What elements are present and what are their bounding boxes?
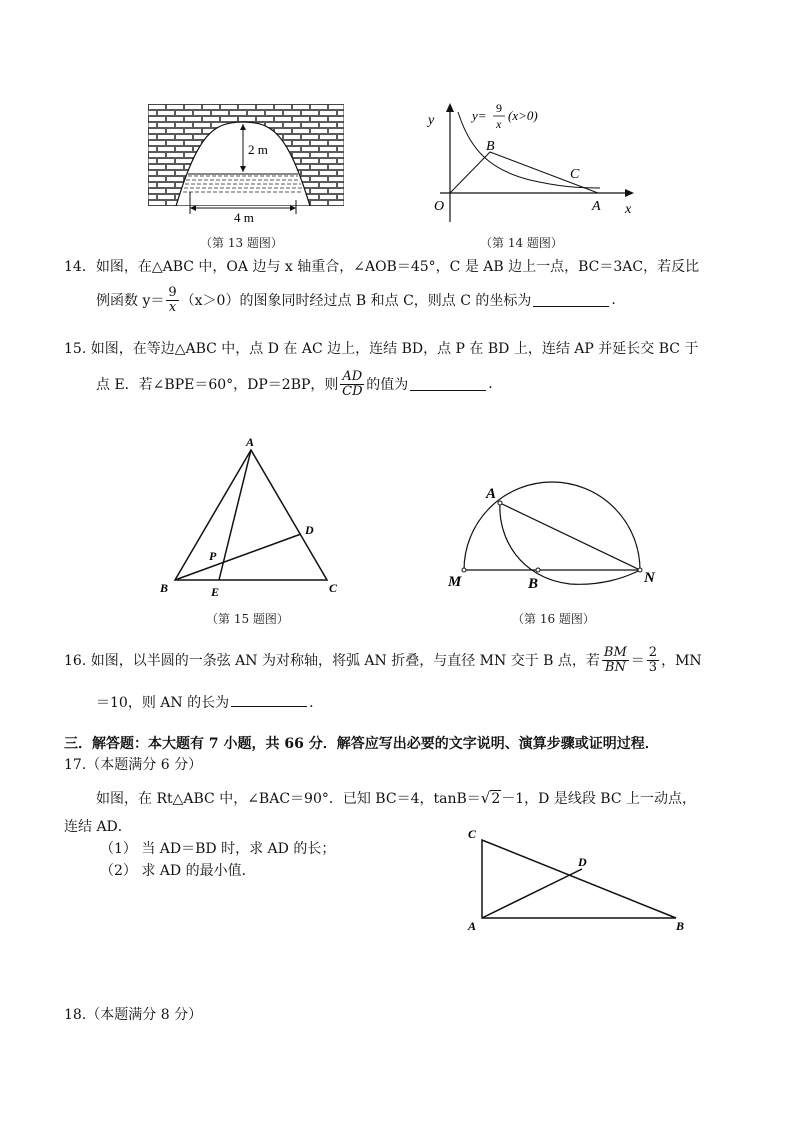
triangle-abc — [175, 450, 327, 580]
svg-text:x: x — [496, 117, 502, 131]
q18-title: 18.（本题满分 8 分） — [64, 1007, 203, 1023]
q17-part2: （2） 求 AD 的最小值． — [100, 863, 256, 879]
q14-answer-blank[interactable] — [533, 294, 609, 307]
svg-text:y=: y= — [472, 108, 487, 123]
svg-text:A: A — [246, 435, 255, 449]
section-3-heading: 三．解答题：本大题有 7 小题，共 66 分．解答应写出必要的文字说明、演算步骤或证明过程． — [64, 736, 659, 752]
q17-line2: 连结 AD． — [64, 819, 132, 835]
figure-16-caption: （第 16 题图） — [512, 612, 595, 626]
segment-ae — [219, 450, 251, 580]
q14-line2: 例函数 y＝ $\frac{9}{x}$ （x＞0）的图象同时经过点 B 和点 C，则点 C 的坐标为 . — [96, 285, 616, 315]
width-label: 4 m — [234, 210, 254, 225]
svg-text:O: O — [434, 199, 445, 214]
svg-text:x: x — [625, 202, 632, 217]
figure-13-caption: （第 13 题图） — [200, 236, 283, 250]
svg-text:B: B — [160, 581, 169, 595]
figure-17 — [462, 826, 692, 936]
svg-text:N: N — [644, 570, 655, 586]
svg-text:B: B — [486, 139, 495, 154]
triangle-abc-right — [482, 840, 676, 918]
figure-16 — [440, 478, 670, 598]
q17-part1: （1） 当 AD＝BD 时，求 AD 的长； — [100, 841, 336, 857]
svg-text:(x>0): (x>0) — [508, 108, 538, 123]
q17-line1: 如图，在 Rt△ABC 中，∠BAC＝90°．已知 BC＝4，tanB＝ √ 2 －1，D 是线段 BC 上一动点， — [96, 789, 696, 807]
svg-text:9: 9 — [496, 101, 502, 115]
svg-text:D: D — [305, 523, 314, 537]
figure-14-caption: （第 14 题图） — [480, 236, 563, 250]
svg-text:A: A — [468, 919, 477, 933]
svg-text:D: D — [578, 855, 587, 869]
q16-line1: 16. 如图，以半圆的一条弦 AN 为对称轴，将弧 AN 折叠，与直径 MN 交于 B 点，若 $\frac{BM}{BN}$ ＝ $\frac{2}{3}$ ，MN — [64, 645, 702, 675]
q16-line2: ＝10，则 AN 的长为 . — [96, 695, 314, 711]
figure-13 — [148, 104, 344, 206]
segment-ad — [482, 869, 582, 918]
q17-title: 17.（本题满分 6 分） — [64, 757, 203, 773]
figure-14 — [420, 100, 650, 225]
fraction-2-over-3: $\frac{2}{3}$ — [648, 645, 658, 675]
q15-answer-blank[interactable] — [410, 378, 486, 391]
svg-text:A: A — [486, 486, 497, 502]
figure-13-width — [148, 200, 344, 230]
svg-text:M: M — [448, 574, 462, 590]
svg-text:y: y — [428, 113, 435, 128]
svg-text:C: C — [570, 167, 580, 182]
svg-text:A: A — [592, 199, 601, 214]
fraction-bm-over-bn: $\frac{BM}{BN}$ — [603, 645, 627, 675]
segment-bd — [175, 534, 301, 580]
svg-text:B: B — [676, 919, 685, 933]
fraction-ad-over-cd: $\frac{AD}{CD}$ — [342, 369, 363, 399]
q15-line1: 15. 如图，在等边△ABC 中，点 D 在 AC 边上，连结 BD，点 P 在 BD 上，连结 AP 并延长交 BC 于 — [64, 341, 699, 357]
figure-15 — [155, 432, 345, 602]
sqrt-symbol: √ — [480, 789, 491, 807]
figure-15-caption: （第 15 题图） — [206, 612, 289, 626]
height-label: 2 m — [248, 142, 268, 157]
folded-arc — [500, 503, 640, 584]
q14-line1: 14．如图，在△ABC 中，OA 边与 x 轴重合，∠AOB＝45°，C 是 AB 边上一点，BC＝3AC，若反比 — [64, 259, 700, 275]
svg-text:C: C — [468, 827, 477, 841]
q16-answer-blank[interactable] — [231, 694, 307, 707]
svg-text:E: E — [211, 585, 220, 599]
fraction-9-over-x: $\frac{9}{x}$ — [168, 285, 177, 315]
svg-text:P: P — [209, 549, 217, 563]
q15-line2: 点 E．若∠BPE＝60°，DP＝2BP，则 $\frac{AD}{CD}$ 的值为 . — [96, 369, 493, 399]
svg-text:C: C — [329, 581, 338, 595]
svg-text:B: B — [528, 576, 539, 592]
